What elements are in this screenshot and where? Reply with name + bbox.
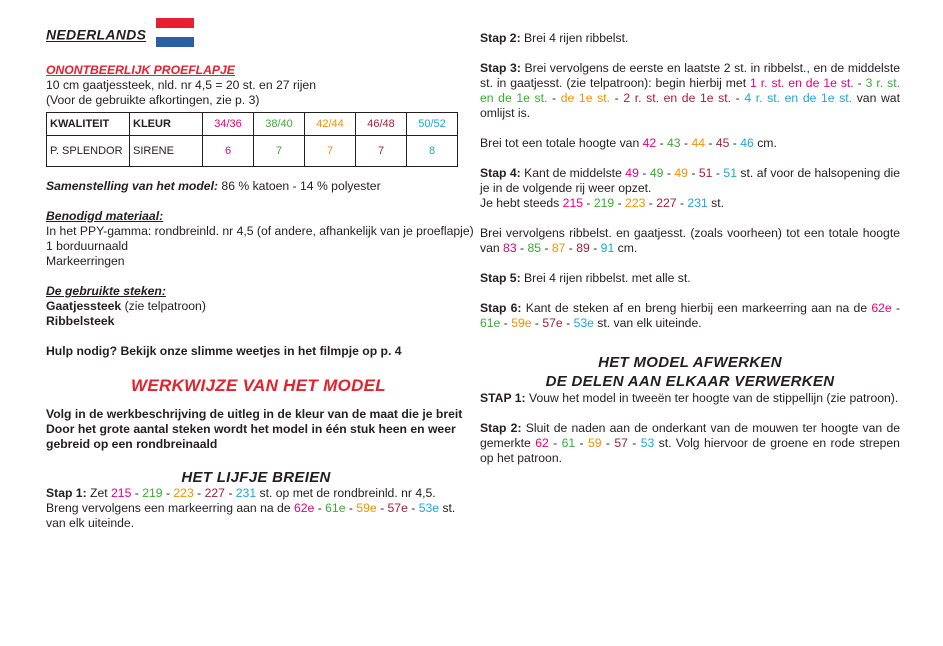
stap-4: Stap 4: Kant de middelste 49 - 49 - 49 - 51 - 51 st. af voor de halsopening die je in de volgende rij weer opzet. — [480, 166, 900, 195]
right-column — [480, 22, 900, 466]
language-header — [46, 22, 471, 52]
materiaal-line-1: In het PPY-gamma: rondbreinld. nr 4,5 (of andere, afhankelijk van je proeflapje) — [46, 224, 474, 238]
proeflapje-heading: ONONTBEERLIJK PROEFLAPJE — [46, 63, 235, 77]
werkwijze-line-1: Volg in de werkbeschrijving de uitleg in de kleur van de maat die je breit — [46, 407, 463, 421]
size-table — [46, 112, 458, 167]
materiaal-line-2: 1 borduurnaald — [46, 239, 128, 253]
cell-size-2: 7 — [254, 136, 305, 167]
werkwijze-heading: WERKWIJZE VAN HET MODEL — [131, 376, 386, 395]
header-size-5: 50/52 — [407, 113, 458, 136]
cell-size-5: 8 — [407, 136, 458, 167]
materiaal-line-3: Markeerringen — [46, 254, 125, 268]
werkwijze-text — [46, 407, 471, 452]
stap-4-total: Je hebt steeds 215 - 219 - 223 - 227 - 231 st. — [480, 196, 725, 210]
afwerken-stap-2: Stap 2: Sluit de naden aan de onderkant van de mouwen ter hoogte van de gemerkte 62 - 61 - 59 - 57 - 53 st. Volg hiervoor de groene en rode strepen op het patroon. — [480, 421, 900, 465]
cell-size-1: 6 — [203, 136, 254, 167]
cell-size-3: 7 — [305, 136, 356, 167]
afwerken-heading-2: DE DELEN AAN ELKAAR VERWERKEN — [545, 373, 835, 390]
table-row — [47, 136, 458, 167]
language-title: NEDERLANDS — [46, 26, 147, 43]
stap-2: Stap 2: Brei 4 rijen ribbelst. — [480, 31, 629, 45]
samenstelling — [46, 179, 471, 194]
hulp-text: Hulp nodig? Bekijk onze slimme weetjes in het filmpje op p. 4 — [46, 344, 402, 358]
size-table-header — [47, 113, 458, 136]
header-size-3: 42/44 — [305, 113, 356, 136]
samenstelling-value: 86 % katoen - 14 % polyester — [218, 179, 381, 193]
lijfje-heading: HET LIJFJE BREIEN — [181, 469, 331, 486]
lijfje-stap-1: Stap 1: Zet 215 - 219 - 223 - 227 - 231 st. op met de rondbreinld. nr 4,5. Breng vervolgens een markeerring aan na de 62e - 61e - 59e - 57e - 53e st. van elk uiteinde. — [46, 486, 456, 530]
netherlands-flag-icon — [156, 18, 194, 47]
proeflapje-section — [46, 63, 471, 167]
steken-heading: De gebruikte steken: — [46, 284, 166, 298]
cell-kwaliteit: P. SPLENDOR — [47, 136, 130, 167]
header-kwaliteit: KWALITEIT — [47, 113, 130, 136]
hoogte-2: Brei vervolgens ribbelst. en gaatjesst. (zoals voorheen) tot een totale hoogte van 83 - 85 - 87 - 89 - 91 cm. — [480, 226, 900, 255]
afwerken-stap-1: STAP 1: Vouw het model in tweeën ter hoogte van de stippellijn (zie patroon). — [480, 391, 899, 405]
left-column — [46, 22, 474, 531]
header-kleur: KLEUR — [130, 113, 203, 136]
cell-kleur: SIRENE — [130, 136, 203, 167]
steken-item-2: Ribbelsteek — [46, 314, 115, 328]
afwerken-heading — [480, 353, 900, 391]
header-size-2: 38/40 — [254, 113, 305, 136]
header-size-4: 46/48 — [356, 113, 407, 136]
steken-item-1: Gaatjessteek (zie telpatroon) — [46, 299, 206, 313]
stap-6: Stap 6: Kant de steken af en breng hierbij een markeerring aan na de 62e - 61e - 59e - 57e - 53e st. van elk uiteinde. — [480, 301, 901, 330]
proeflapje-note: (Voor de gebruikte afkortingen, zie p. 3) — [46, 93, 260, 107]
afwerken-heading-1: HET MODEL AFWERKEN — [598, 354, 782, 371]
stap-3: Stap 3: Brei vervolgens de eerste en laatste 2 st. in ribbelst., en de middelste st. in gaatjesst. (zie telpatroon): begin hierbij met 1 r. st. en de 1e st. - 3 r. st. en de 1e st. - de 1e st. - 2 r. st. en de 1e st. - 4 r. st. en de 1e st. van wat omlijst is. — [480, 61, 900, 120]
materiaal-section — [46, 209, 474, 269]
proeflapje-gauge: 10 cm gaatjessteek, nld. nr 4,5 = 20 st. en 27 rijen — [46, 78, 316, 92]
steken-section — [46, 284, 471, 329]
header-size-1: 34/36 — [203, 113, 254, 136]
cell-size-4: 7 — [356, 136, 407, 167]
stap-5: Stap 5: Brei 4 rijen ribbelst. met alle st. — [480, 271, 691, 285]
samenstelling-label: Samenstelling van het model: — [46, 179, 219, 193]
materiaal-heading: Benodigd materiaal: — [46, 209, 164, 223]
werkwijze-line-2: Door het grote aantal steken wordt het model in één stuk heen en weer gebreid op een rondbreinaald — [46, 422, 456, 451]
hoogte-1: Brei tot een totale hoogte van 42 - 43 - 44 - 45 - 46 cm. — [480, 136, 777, 150]
